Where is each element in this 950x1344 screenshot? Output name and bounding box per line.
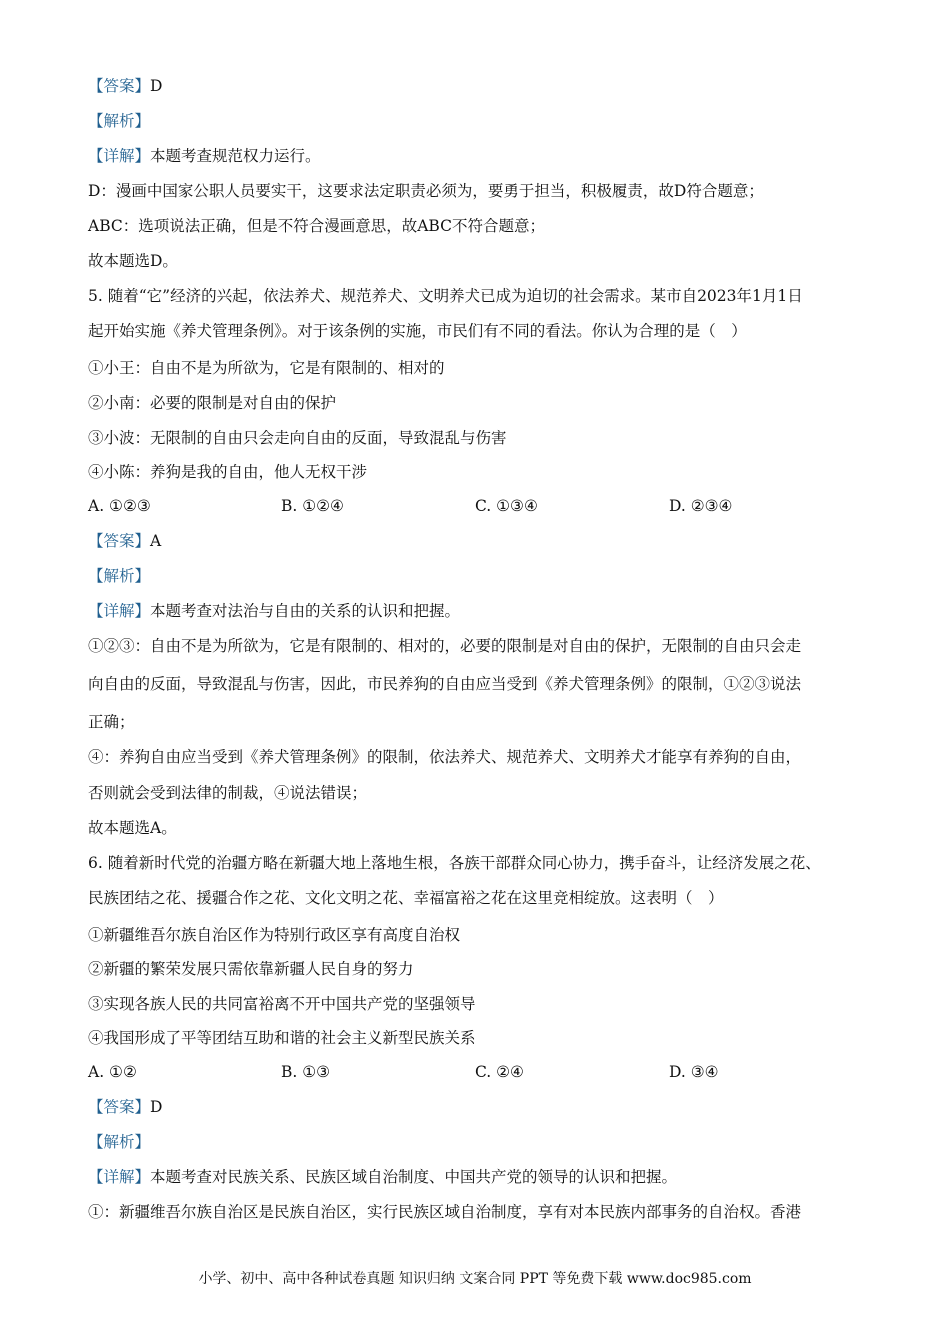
analysis-tag: 【解析】 — [88, 1133, 151, 1151]
answer-value: D — [150, 1098, 163, 1116]
question-6-stem: 民族团结之花、援疆合作之花、文化文明之花、幸福富裕之花在这里竞相绽放。这表明（ ） — [88, 889, 724, 907]
analysis-tag: 【解析】 — [88, 567, 151, 585]
answer-tag: 【答案】 — [88, 532, 151, 550]
explanation-line: ④：养狗自由应当受到《养犬管理条例》的限制，依法养犬、规范养犬、文明养犬才能享有养狗的自由， — [88, 748, 802, 766]
answer-value: A — [150, 532, 162, 550]
choice-a: A. ①②③ — [88, 497, 151, 515]
detail-text: 本题考查规范权力运行。 — [150, 147, 321, 165]
answer-line — [88, 531, 161, 551]
question-5-stem: 起开始实施《养犬管理条例》。对于该条例的实施，市民们有不同的看法。你认为合理的是（ ） — [88, 322, 747, 340]
answer-tag: 【答案】 — [88, 77, 151, 95]
choice-b: B. ①③ — [281, 1063, 331, 1081]
choice-c: C. ②④ — [475, 1063, 524, 1081]
statement: ①小王：自由不是为所欲为，它是有限制的、相对的 — [88, 359, 445, 377]
choice-c: C. ①③④ — [475, 497, 538, 515]
statement: ③小波：无限制的自由只会走向自由的反面，导致混乱与伤害 — [88, 429, 507, 447]
explanation-line: 向自由的反面，导致混乱与伤害，因此，市民养狗的自由应当受到《养犬管理条例》的限制，①②③说法 — [88, 675, 802, 693]
conclusion-line: 故本题选D。 — [88, 252, 178, 270]
question-6-stem: 6. 随着新时代党的治疆方略在新疆大地上落地生根，各族干部群众同心协力，携手奋斗，让经济发展之花、 — [88, 854, 821, 872]
statement: ①新疆维吾尔族自治区作为特别行政区享有高度自治权 — [88, 926, 461, 944]
detail-tag: 【详解】 — [88, 602, 151, 620]
answer-tag: 【答案】 — [88, 1098, 151, 1116]
explanation-line: D：漫画中国家公职人员要实干，这要求法定职责必须为，要勇于担当，积极履责，故D符合题意； — [88, 182, 764, 200]
choice-d: D. ②③④ — [669, 497, 733, 515]
question-5-stem: 5. 随着“它”经济的兴起，依法养犬、规范养犬、文明养犬已成为迫切的社会需求。某市自2023年1月1日 — [88, 287, 803, 305]
detail-line — [88, 601, 460, 621]
choice-d: D. ③④ — [669, 1063, 719, 1081]
explanation-line: 否则就会受到法律的制裁，④说法错误； — [88, 784, 368, 802]
answer-value: D — [150, 77, 163, 95]
detail-line — [88, 1167, 677, 1187]
statement: ②小南：必要的限制是对自由的保护 — [88, 394, 337, 412]
detail-tag: 【详解】 — [88, 147, 151, 165]
detail-text: 本题考查对法治与自由的关系的认识和把握。 — [150, 602, 461, 620]
detail-tag: 【详解】 — [88, 1168, 151, 1186]
choice-b: B. ①②④ — [281, 497, 344, 515]
answer-line — [88, 76, 162, 96]
answer-line — [88, 1097, 162, 1117]
explanation-line: ①②③：自由不是为所欲为，它是有限制的、相对的，必要的限制是对自由的保护，无限制的自由只会走 — [88, 637, 802, 655]
analysis-tag: 【解析】 — [88, 112, 151, 130]
statement: ④小陈：养狗是我的自由，他人无权干涉 — [88, 463, 368, 481]
statement: ②新疆的繁荣发展只需依靠新疆人民自身的努力 — [88, 960, 414, 978]
statement: ④我国形成了平等团结互助和谐的社会主义新型民族关系 — [88, 1029, 476, 1047]
choice-a: A. ①② — [88, 1063, 137, 1081]
explanation-line: ①：新疆维吾尔族自治区是民族自治区，实行民族区域自治制度，享有对本民族内部事务的自治权。香港 — [88, 1203, 802, 1221]
explanation-line: 正确； — [88, 713, 135, 731]
page-footer: 小学、初中、高中各种试卷真题 知识归纳 文案合同 PPT 等免费下载 www.doc985.com — [198, 1271, 752, 1287]
explanation-line: ABC：选项说法正确，但是不符合漫画意思，故ABC不符合题意； — [88, 217, 545, 235]
statement: ③实现各族人民的共同富裕离不开中国共产党的坚强领导 — [88, 995, 476, 1013]
detail-text: 本题考查对民族关系、民族区域自治制度、中国共产党的领导的认识和把握。 — [150, 1168, 678, 1186]
conclusion-line: 故本题选A。 — [88, 819, 177, 837]
detail-line — [88, 146, 321, 166]
